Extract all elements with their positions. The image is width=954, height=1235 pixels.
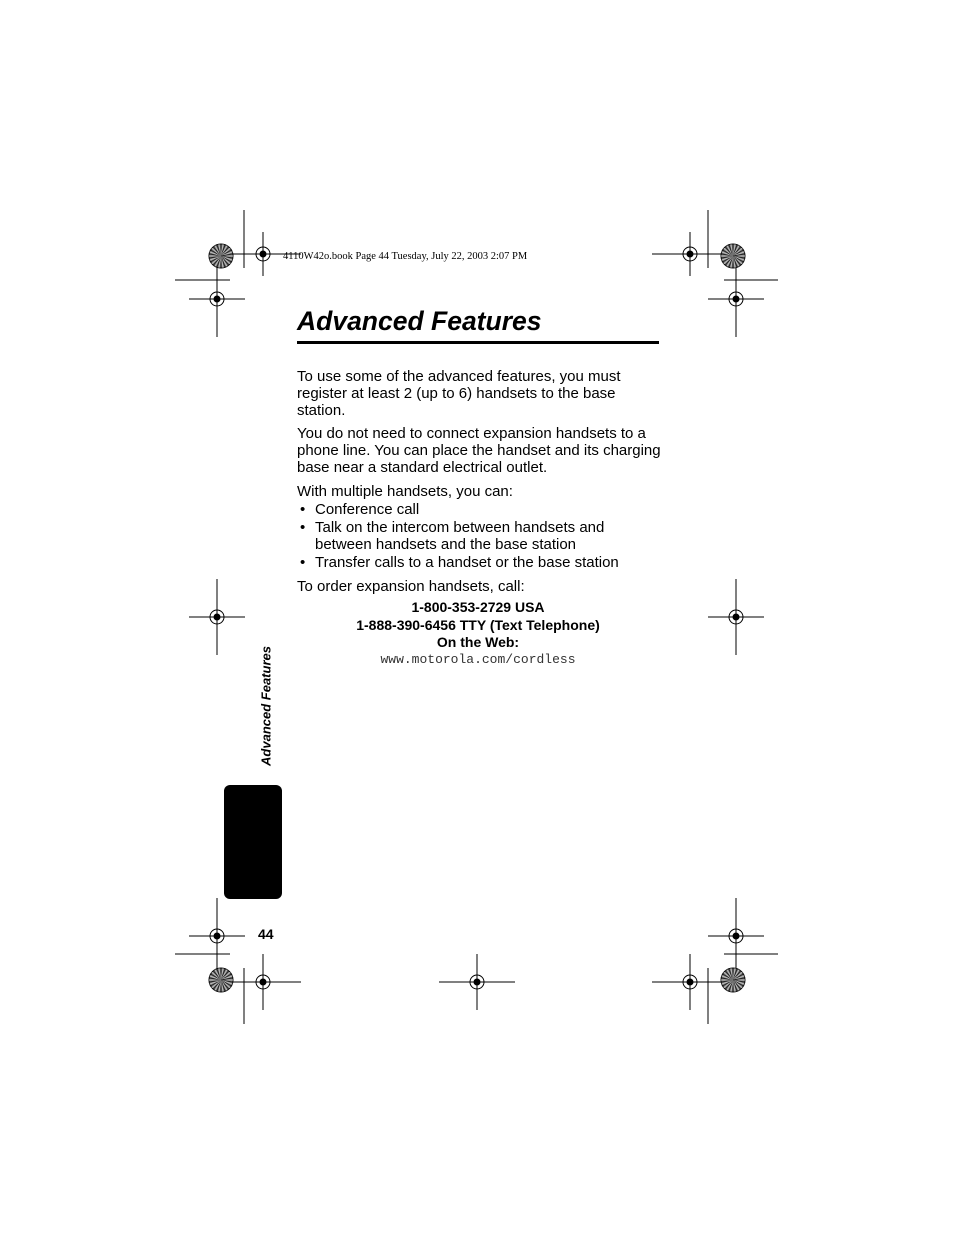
paragraph-order-handsets: To order expansion handsets, call: xyxy=(297,578,525,595)
color-bar-disc-icon xyxy=(721,244,745,268)
list-item: • Transfer calls to a handset or the base station xyxy=(297,555,662,572)
color-bar-disc-icon xyxy=(209,244,233,268)
registration-mark-icon xyxy=(225,954,301,1010)
registration-mark-icon xyxy=(439,954,515,1010)
web-url-link[interactable]: www.motorola.com/cordless xyxy=(380,652,576,667)
section-thumb-tab xyxy=(224,785,282,899)
page-number: 44 xyxy=(258,926,274,942)
registration-mark-icon xyxy=(189,261,245,337)
color-bar-disc-icon xyxy=(209,968,233,992)
paragraph-expansion-handsets: You do not need to connect expansion handsets to a phone line. You can place the handset and its charging base near a standard electrical outlet. xyxy=(297,425,661,476)
title-underline xyxy=(297,341,659,344)
features-list xyxy=(297,502,662,573)
list-item: • Talk on the intercom between handsets and between handsets and the base station xyxy=(297,520,662,553)
paragraph-multiple-handsets: With multiple handsets, you can: xyxy=(297,483,513,500)
phone-tty: 1-888-390-6456 TTY (Text Telephone) xyxy=(356,617,600,633)
color-bar-disc-icon xyxy=(721,968,745,992)
side-section-label: Advanced Features xyxy=(258,646,274,766)
registration-mark-icon xyxy=(652,954,728,1010)
registration-mark-icon xyxy=(708,261,764,337)
registration-mark-icon xyxy=(708,898,764,974)
registration-mark-icon xyxy=(189,579,245,655)
phone-usa: 1-800-353-2729 USA xyxy=(411,599,545,615)
paragraph-register-handsets: To use some of the advanced features, you must register at least 2 (up to 6) handsets to the base station. xyxy=(297,368,621,419)
registration-mark-icon xyxy=(652,232,728,276)
web-label: On the Web: xyxy=(436,634,520,650)
list-item: • Conference call xyxy=(297,502,662,519)
print-slug-line: 4110W42o.book Page 44 Tuesday, July 22, 2003 2:07 PM xyxy=(283,251,528,262)
page-title: Advanced Features xyxy=(297,306,542,336)
registration-mark-icon xyxy=(708,579,764,655)
registration-mark-icon xyxy=(189,898,245,974)
